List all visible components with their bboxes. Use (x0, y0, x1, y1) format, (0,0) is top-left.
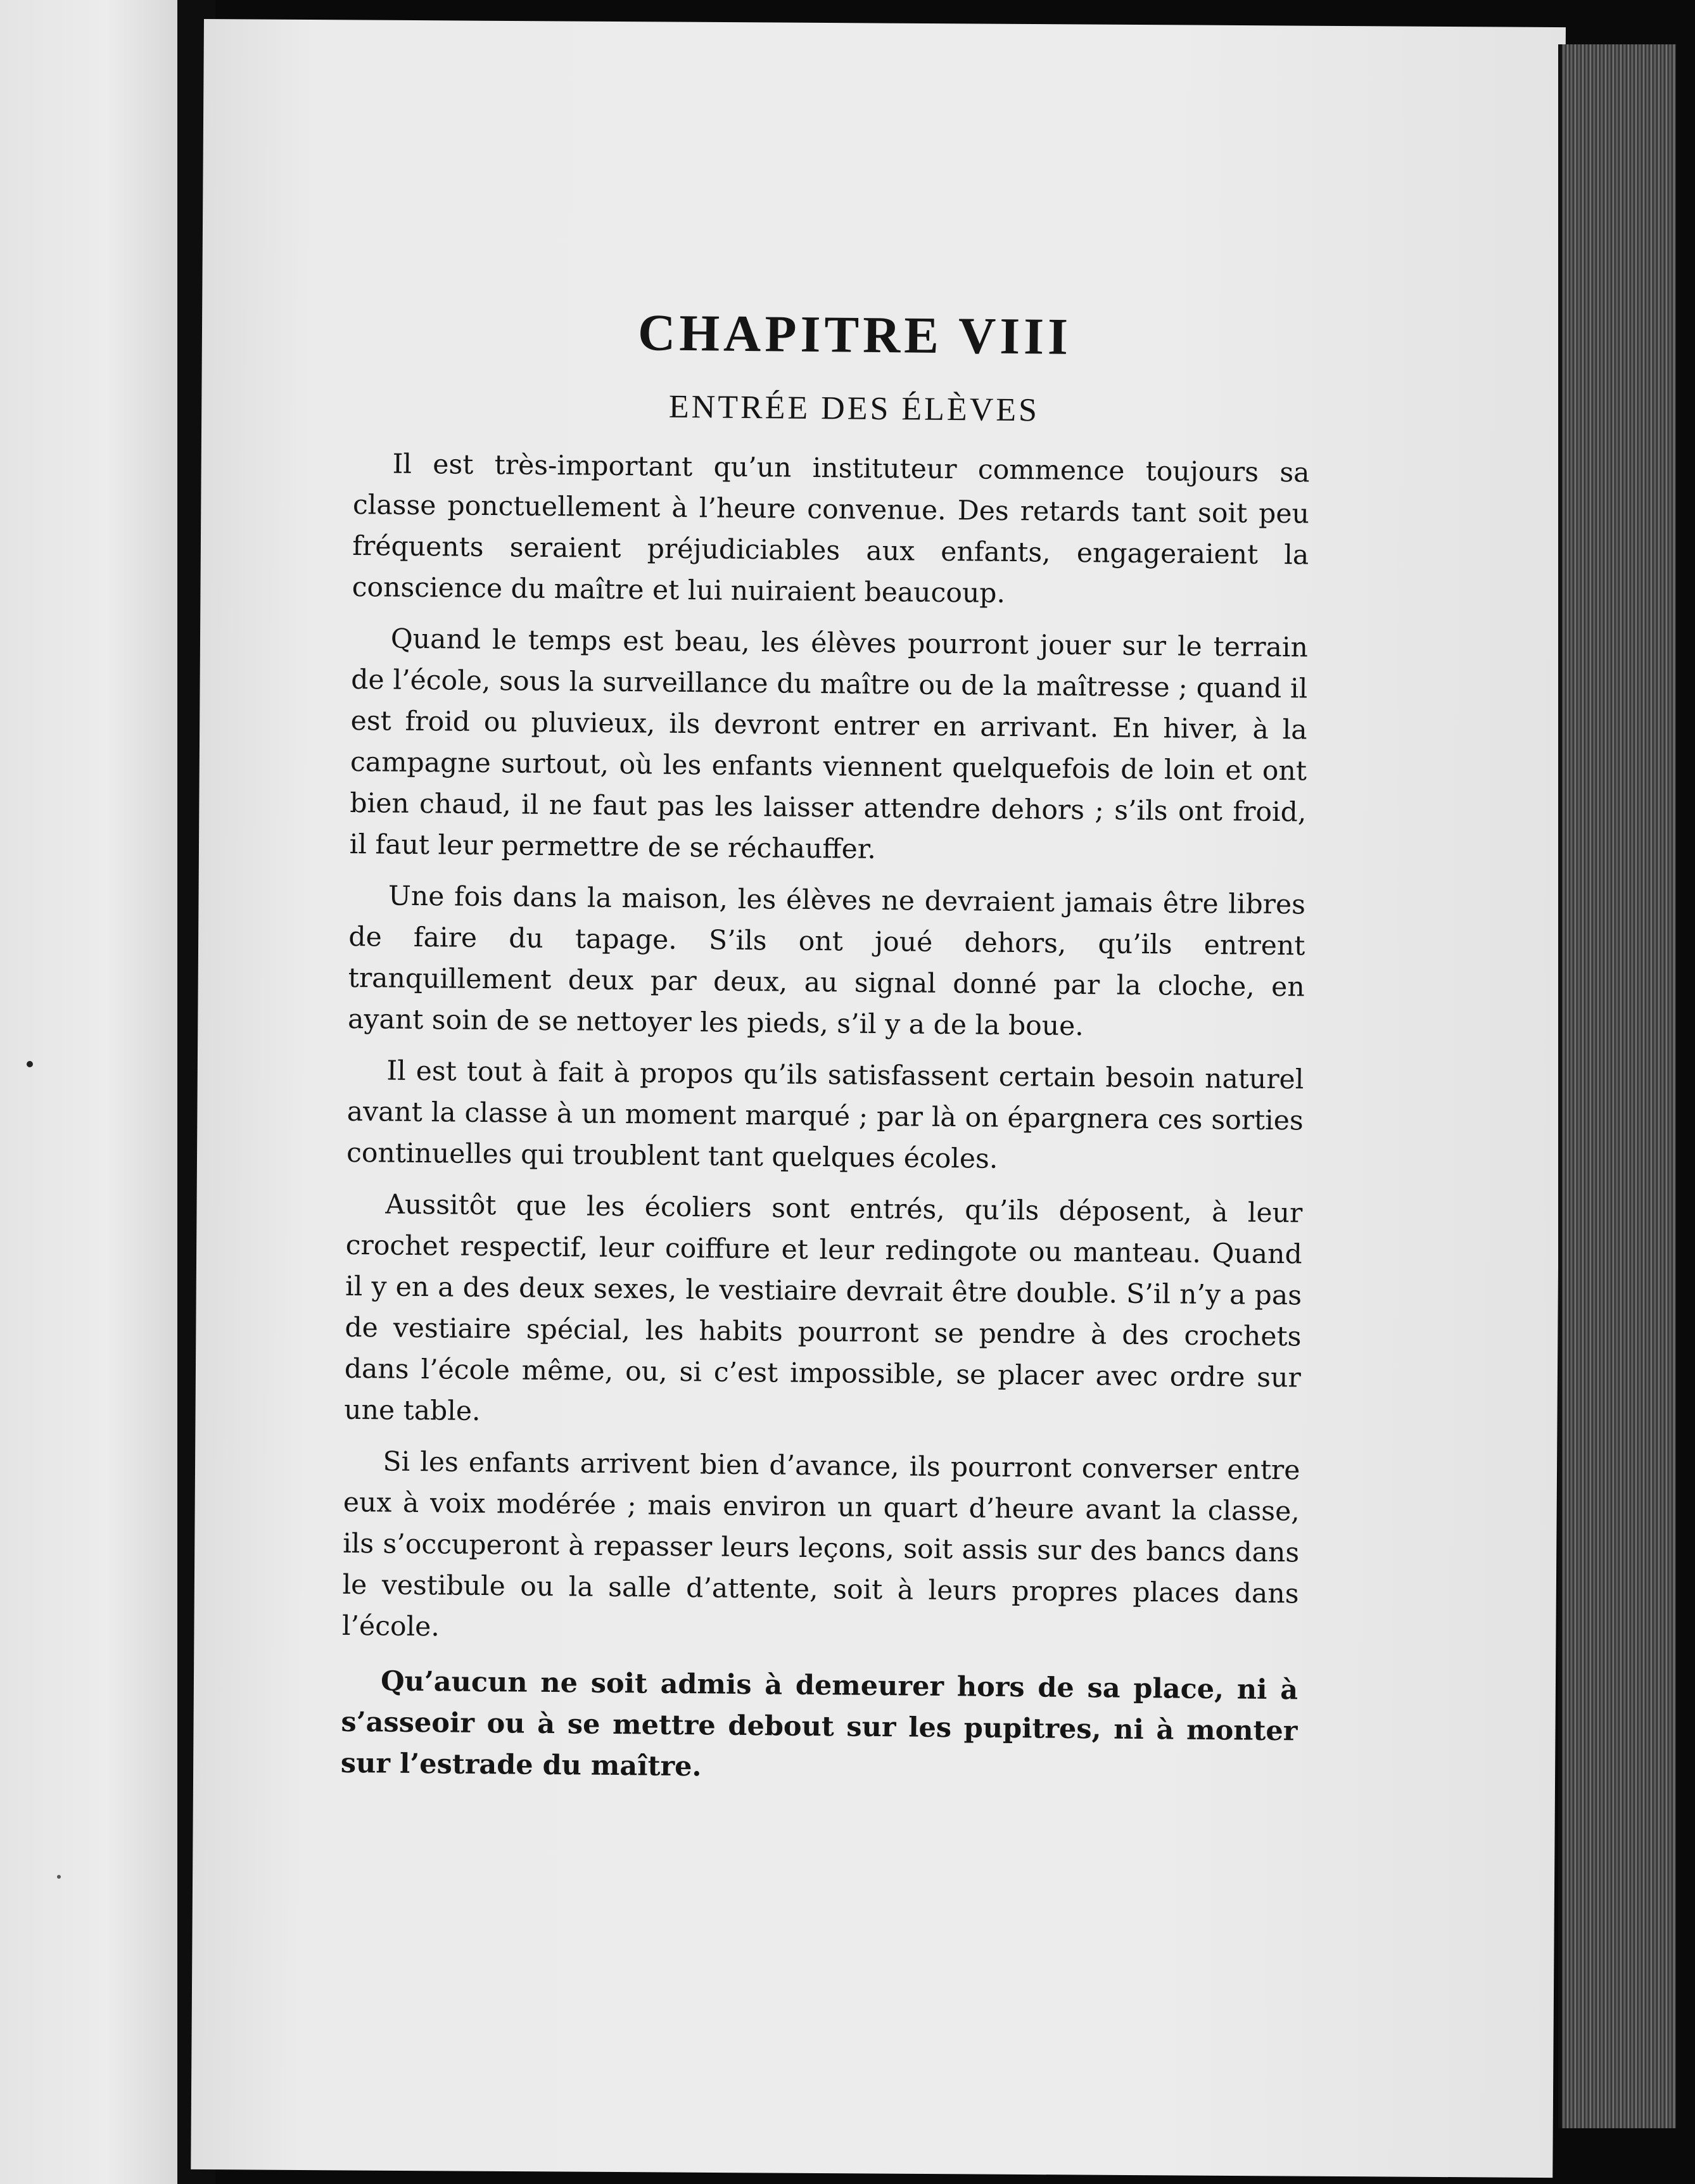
scan-speck (57, 1875, 61, 1879)
page-text (340, 304, 1311, 1803)
paragraph-1: Il est très-important qu’un instituteur commence toujours sa classe ponctuellement à l’heure convenue. Des retards tant soit peu fréquents seraient préjudiciables aux enfants, engageraient la conscience du maître et lui nuiraient beaucoup. (352, 448, 1310, 609)
paragraph-5: Aussitôt que les écoliers sont entrés, qu’ils déposent, à leur crochet respectif, leur coiffure et leur redingote ou manteau. Quand il y en a des deux sexes, le vestiaire devrait être double. S’il n’y a pas de vestiaire spécial, les habits pourront se pendre à des crochets dans l’école même, ou, si c’est impossible, se placer avec ordre sur une table. (343, 1189, 1303, 1427)
left-page-edge (0, 0, 177, 2184)
page-stack-edges (1558, 44, 1676, 2128)
scan-speck (27, 1061, 33, 1067)
chapter-title: CHAPITRE VIII (637, 303, 1072, 365)
paragraph-3: Une fois dans la maison, les élèves ne devraient jamais être libres de faire du tapage. S’ils ont joué dehors, qu’ils entrent tranquillement deux par deux, au signal donné par la cloche, en ayant soin de se nettoyer les pieds, s’il y a de la boue. (347, 880, 1306, 1043)
paragraph-2: Quand le temps est beau, les élèves pourront jouer sur le terrain de l’école, sous la surveillance du maître ou de la maîtresse ; quand il est froid ou pluvieux, ils devront entrer en arrivant. En hiver, à la campagne surtout, où les enfants viennent quelquefois de loin et ont bien chaud, il ne faut pas les laisser attendre dehors ; s’ils ont froid, il faut leur permettre de se réchauffer. (349, 623, 1309, 865)
chapter-subtitle: ENTRÉE DES ÉLÈVES (668, 388, 1040, 429)
paragraph-4: Il est tout à fait à propos qu’ils satisfassent certain besoin naturel avant la classe à un moment marqué ; par là on épargnera ces sorties continuelles qui troublent tant quelques écoles. (346, 1055, 1304, 1175)
paragraph-7: Qu’aucun ne soit admis à demeurer hors de sa place, ni à s’asseoir ou à se mettre debout sur les pupitres, ni à monter sur l’estrade du maître. (340, 1665, 1298, 1783)
paragraph-6: Si les enfants arrivent bien d’avance, ils pourront converser entre eux à voix modérée ; mais environ un quart d’heure avant la classe, ils s’occuperont à repasser leurs leçons, soit assis sur des bancs dans le vestibule ou la salle d’attente, soit à leurs propres places dans l’école. (341, 1446, 1300, 1643)
